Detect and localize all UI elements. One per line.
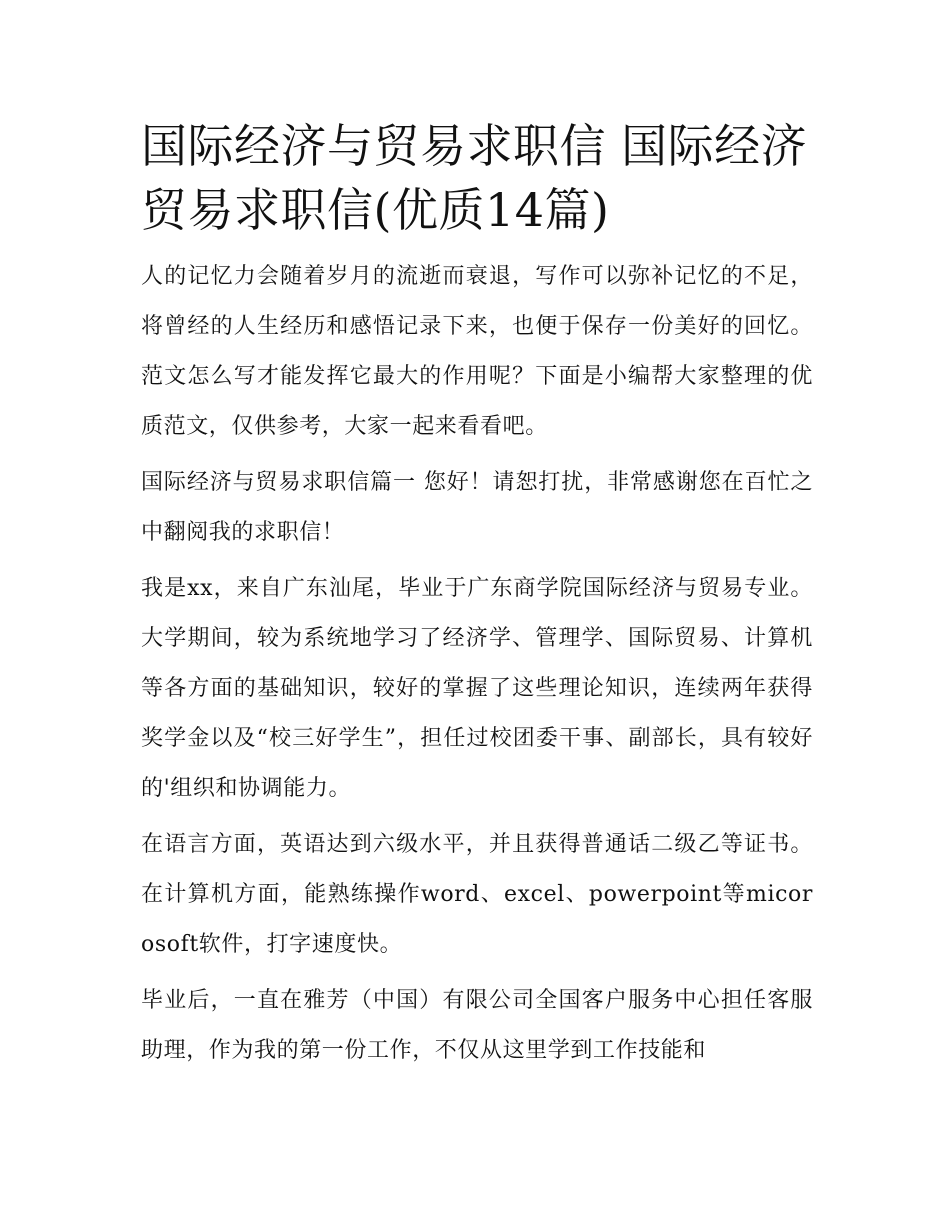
paragraph-experience: 毕业后，一直在雅芳（中国）有限公司全国客户服务中心担任客服助理，作为我的第一份工作，不仅从这里学到工作技能和 [141,988,813,1063]
paragraph-skills: 在语言方面，英语达到六级水平，并且获得普通话二级乙等证书。在计算机方面，能熟练操作word、excel、powerpoint等micorosoft软件，打字速度快。 [141,832,813,957]
document-body [141,114,813,1082]
paragraph-intro: 人的记忆力会随着岁月的流逝而衰退，写作可以弥补记忆的不足，将曾经的人生经历和感悟记录下来，也便于保存一份美好的回忆。范文怎么写才能发挥它最大的作用呢？下面是小编帮大家整理的优质范文，仅供参考，大家一起来看看吧。 [141,264,813,439]
paragraph-greeting: 国际经济与贸易求职信篇一 您好！请恕打扰，非常感谢您在百忙之中翻阅我的求职信！ [141,470,813,545]
document-title: 国际经济与贸易求职信 国际经济贸易求职信(优质14篇) [141,119,808,237]
paragraph-education: 我是xx，来自广东汕尾，毕业于广东商学院国际经济与贸易专业。大学期间，较为系统地学习了经济学、管理学、国际贸易、计算机等各方面的基础知识，较好的掌握了这些理论知识，连续两年获得奖学金以及“校三好学生”，担任过校团委干事、副部长，具有较好的'组织和协调能力。 [141,576,813,801]
